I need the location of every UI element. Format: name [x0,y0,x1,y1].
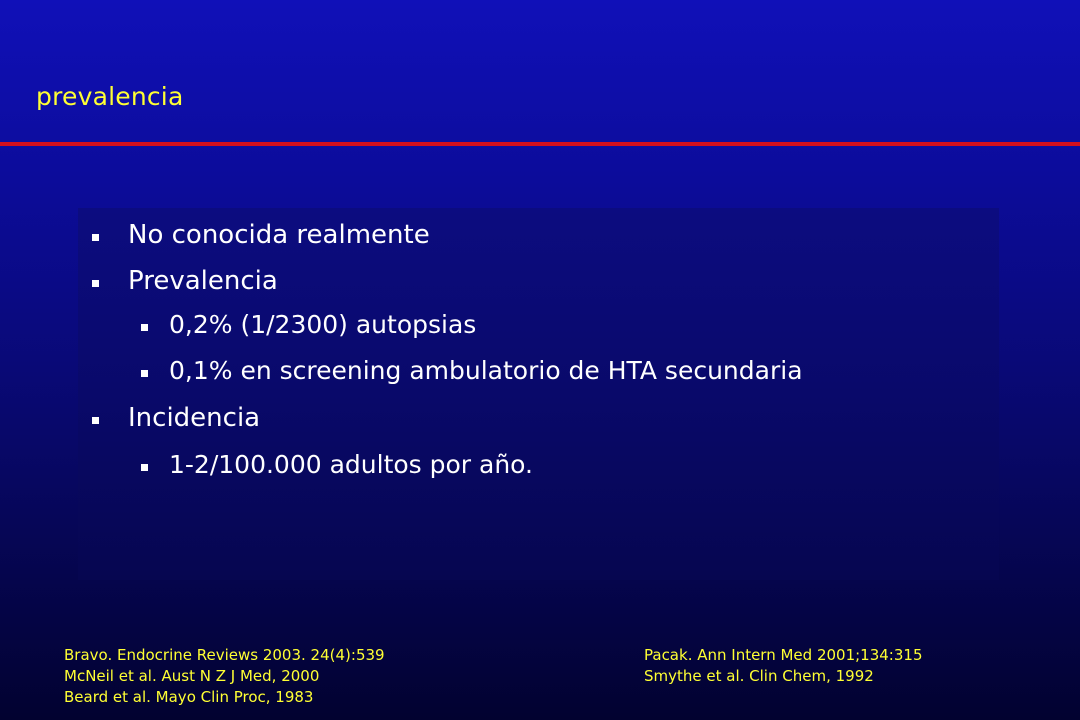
reference-line: Beard et al. Mayo Clin Proc, 1983 [64,688,314,706]
bullet-item [92,222,892,252]
sub-bullet-text: 0,2% (1/2300) autopsias [169,310,477,339]
sub-bullet-item [141,358,941,388]
bullet-item [92,268,892,298]
slide-title: prevalencia [36,82,184,111]
references-right [644,645,923,687]
sub-bullet-item [141,312,941,342]
square-bullet-icon [141,370,148,377]
square-bullet-icon [141,464,148,471]
reference-line: Bravo. Endocrine Reviews 2003. 24(4):539 [64,646,385,664]
bullet-text: Prevalencia [128,266,278,296]
bullet-text: Incidencia [128,403,261,433]
reference-line: Smythe et al. Clin Chem, 1992 [644,667,874,685]
sub-bullet-text: 0,1% en screening ambulatorio de HTA secundaria [169,356,803,385]
bullet-item [92,405,892,435]
reference-line: McNeil et al. Aust N Z J Med, 2000 [64,667,320,685]
bullet-text: No conocida realmente [128,220,430,250]
square-bullet-icon [92,234,99,241]
square-bullet-icon [92,280,99,287]
references-left [64,645,385,708]
content-panel [78,208,999,580]
sub-bullet-text: 1-2/100.000 adultos por año. [169,450,533,479]
square-bullet-icon [92,417,99,424]
reference-line: Pacak. Ann Intern Med 2001;134:315 [644,646,923,664]
sub-bullet-item [141,452,941,482]
title-divider [0,142,1080,146]
square-bullet-icon [141,324,148,331]
